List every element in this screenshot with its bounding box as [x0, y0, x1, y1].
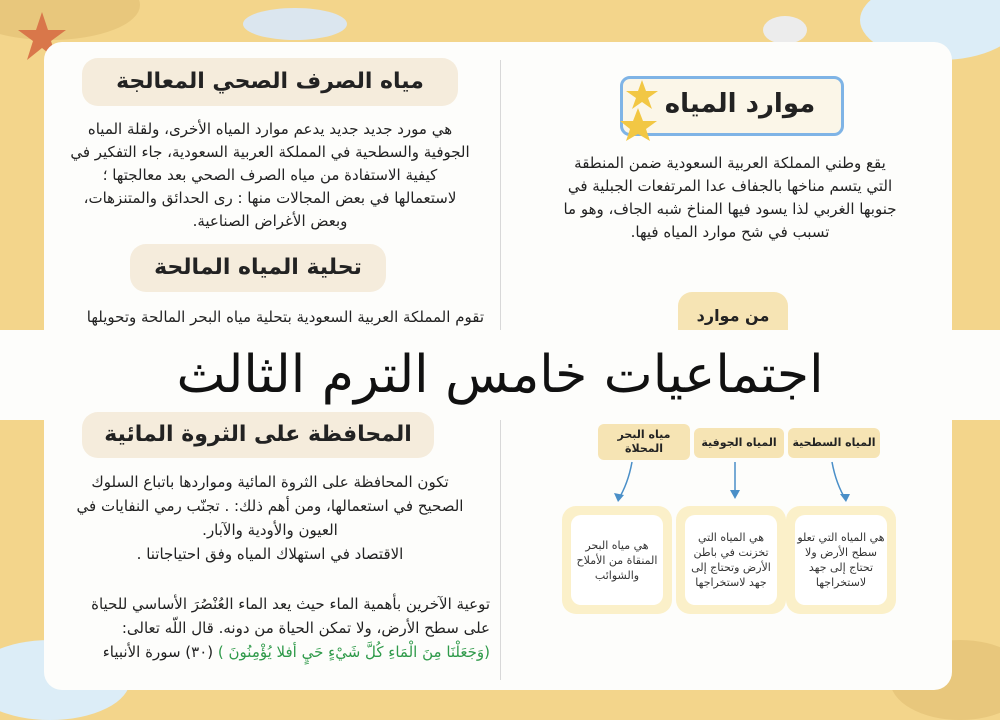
category-description-ground: [676, 506, 786, 614]
category-label-surface: المياه السطحية: [788, 428, 880, 458]
sewage-line: وبعض الأغراض الصناعية.: [192, 212, 348, 230]
sewage-text: [50, 118, 490, 233]
intro-line: تسبب في شح موارد المياه فيها.: [630, 223, 830, 241]
desalination-text: [54, 306, 484, 329]
conservation-line: تكون المحافظة على الثروة المائية ومواردها باتباع السلوك: [91, 473, 449, 491]
category-label-ground: المياه الجوفية: [694, 428, 784, 458]
banner-title: اجتماعيات خامس الترم الثالث: [176, 345, 824, 405]
intro-line: التي يتسم مناخها بالجفاف عدا المرتفعات الجبلية في: [567, 177, 893, 195]
sewage-heading: مياه الصرف الصحي المعالجة: [82, 58, 458, 106]
conservation-line: الاقتصاد في استهلاك المياه وفق احتياجاتنا .: [136, 545, 404, 563]
sources-label: من موارد: [696, 306, 770, 325]
awareness-line: على سطح الأرض، ولا تمكن الحياة من دونه. قال اللّه تعالى:: [121, 619, 490, 637]
sewage-line: كيفية الاستفادة من مياه الصرف الصحي بعد معالجتها ؛: [102, 166, 438, 184]
description-text: هي مياه البحر المنقاة من الأملاح والشوائب: [571, 515, 663, 606]
description-text: هي المياه التي تعلو سطح الأرض ولا تحتاج إلى جهد لاستخراجها: [795, 515, 887, 606]
arrow-down-icon: [610, 460, 640, 504]
conservation-line: الصحيح في استعمالها، ومن أهم ذلك: . تجنّب رمي النفايات في: [76, 497, 464, 515]
intro-line: جنوبها الغربي لذا يسود فيها المناخ شبه الجاف، وهو ما: [563, 200, 897, 218]
arrow-down-icon: [826, 460, 856, 504]
conservation-heading: المحافظة على الثروة المائية: [82, 412, 434, 458]
arrow-down-icon: [728, 460, 742, 500]
category-description-surface: [786, 506, 896, 614]
category-label-desalinated: مياه البحر المحلاة: [598, 424, 690, 460]
sewage-line: هي مورد جديد جديد يدعم موارد المياه الأخرى، ولقلة المياه: [87, 120, 453, 138]
verse-line: [50, 640, 490, 664]
category-description-desalinated: [562, 506, 672, 614]
conservation-text: [50, 470, 490, 566]
verse-reference: (٣٠) سورة الأنبياء: [102, 643, 214, 661]
description-text: هي المياه التي تخزنت في باطن الأرض وتحتاج إلى جهد لاستخراجها: [685, 515, 777, 606]
quran-verse: (وَجَعَلْنَا مِنَ الْمَاءِ كُلَّ شَيْءٍ حَيٍ أفلا يُؤْمِنُونَ ): [217, 643, 490, 661]
seashell-icon: [240, 4, 350, 44]
right-intro: [520, 152, 940, 244]
right-section-title: موارد المياه: [664, 89, 816, 119]
sewage-line: الجوفية والسطحية في المملكة العربية السعودية، جاء التفكير في: [70, 143, 470, 161]
conservation-line: العيون والأودية والآبار.: [202, 521, 338, 539]
intro-line: يقع وطني المملكة العربية السعودية ضمن المنطقة: [574, 154, 886, 172]
desalination-line: تقوم المملكة العربية السعودية بتحلية مياه البحر المالحة وتحويلها: [86, 308, 484, 326]
desalination-heading: تحلية المياه المالحة: [130, 244, 386, 292]
awareness-line: توعية الآخرين بأهمية الماء حيث يعد الماء العُنْصُرَ الأساسي للحياة: [91, 595, 490, 613]
sewage-line: لاستعمالها في بعض المجالات منها : رى الحدائق والمتنزهات،: [83, 189, 457, 207]
star-icon: [620, 78, 660, 142]
awareness-text: [50, 592, 490, 664]
